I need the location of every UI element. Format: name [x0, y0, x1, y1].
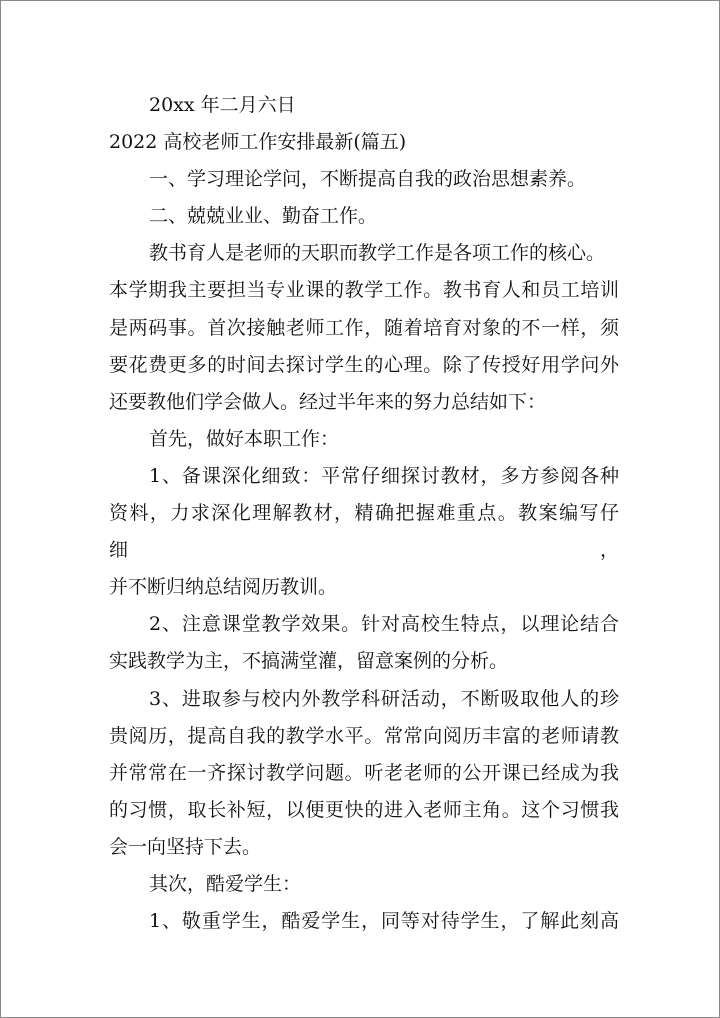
text-line: 资料，力求深化理解教材，精确把握难重点。教案编写仔细， [109, 502, 619, 562]
text-line: 3、进取参与校内外教学科研活动，不断吸取他人的珍 [149, 687, 619, 710]
text-line: 并不断归纳总结阅历教训。 [109, 576, 338, 599]
text-line: 是两码事。首次接触老师工作，随着培育对象的不一样，须 [109, 316, 619, 339]
text-line: 还要教他们学会做人。经过半年来的努力总结如下： [109, 390, 547, 413]
document-title: 2022 高校老师工作安排最新(篇五) [109, 131, 407, 154]
text-line: 的习惯，取长补短，以便更快的进入老师主角。这个习惯我 [109, 798, 619, 821]
text-line: 1、备课深化细致：平常仔细探讨教材，多方参阅各种 [149, 464, 619, 487]
text-line: 二、兢兢业业、勤奋工作。 [149, 205, 378, 228]
text-line: 会一向坚持下去。 [109, 835, 262, 858]
text-line: 本学期我主要担当专业课的教学工作。教书育人和员工培训 [109, 279, 619, 302]
text-line: 首先，做好本职工作： [149, 427, 340, 450]
text-line: 其次，酷爱学生： [149, 872, 302, 895]
text-line: 2、注意课堂教学效果。针对高校生特点，以理论结合 [149, 613, 619, 636]
document-body [109, 87, 619, 940]
text-line: 并常常在一齐探讨教学问题。听老老师的公开课已经成为我 [109, 761, 619, 784]
text-line: 贵阅历，提高自我的教学水平。常常向阅历丰富的老师请教 [109, 724, 619, 747]
text-line: 要花费更多的时间去探讨学生的心理。除了传授好用学问外 [109, 353, 619, 376]
text-line: 1、敬重学生，酷爱学生，同等对待学生，了解此刻高 [149, 910, 619, 933]
text-line: 一、学习理论学问，不断提高自我的政治思想素养。 [149, 168, 587, 191]
document-date: 20xx 年二月六日 [149, 94, 296, 116]
text-line: 实践教学为主，不搞满堂灌，留意案例的分析。 [109, 650, 509, 673]
text-line: 教书育人是老师的天职而教学工作是各项工作的核心。 [149, 242, 606, 265]
